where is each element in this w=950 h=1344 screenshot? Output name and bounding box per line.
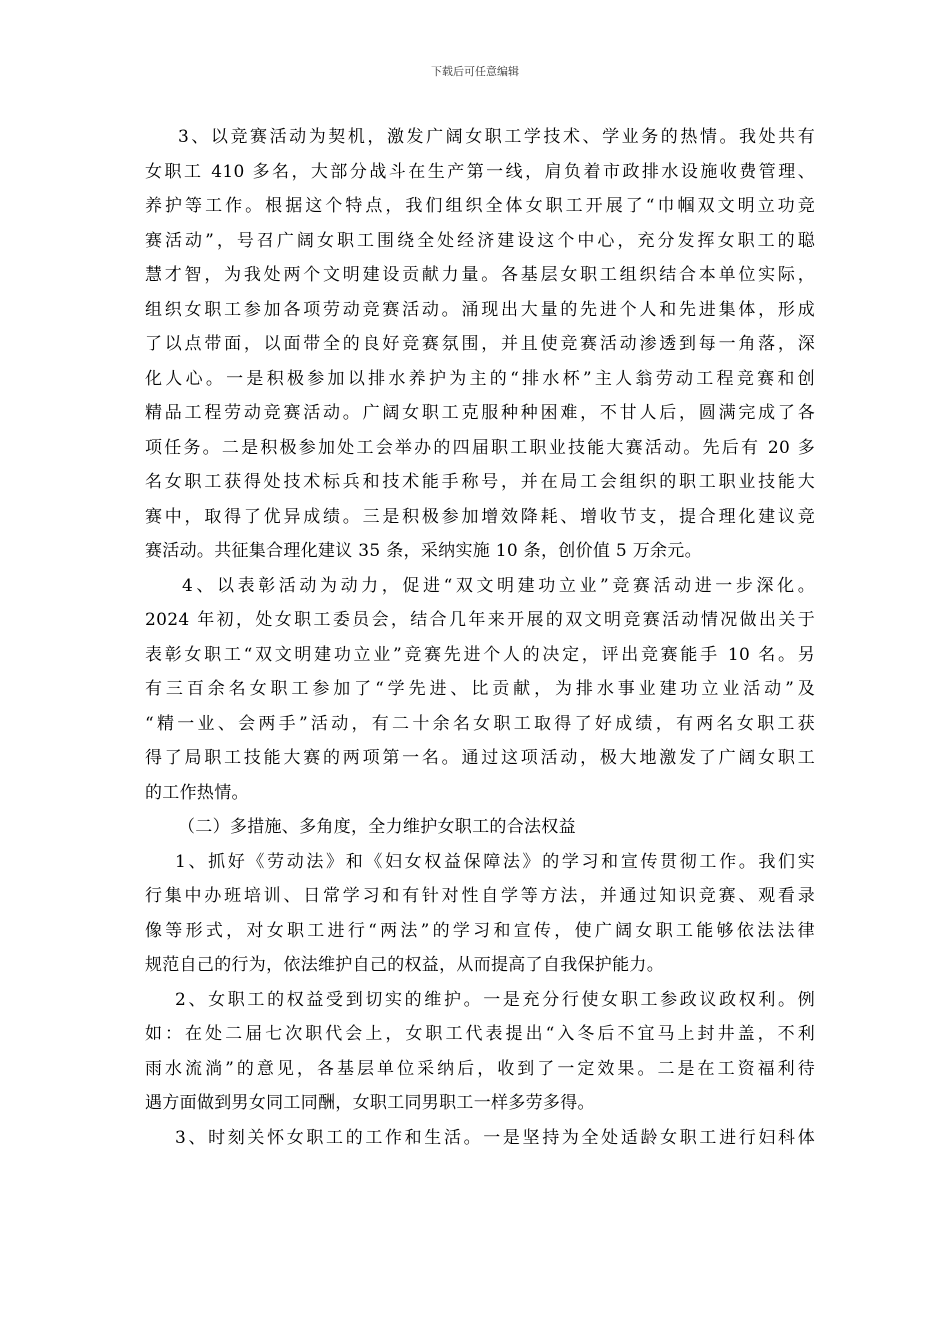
document-body <box>145 120 815 1155</box>
text-line: “精一业、会两手”活动，有二十余名女职工取得了好成绩，有两名女职工获 <box>145 713 815 734</box>
text-line: 赛活动”，号召广阔女职工围绕全处经济建设这个中心，充分发挥女职工的聪 <box>145 230 815 251</box>
text-line: 像等形式，对女职工进行“两法”的学习和宣传，使广阔女职工能够依法法律 <box>145 920 815 941</box>
text-line: 如：在处二届七次职代会上，女职工代表提出“入冬后不宜马上封井盖，不利 <box>145 1024 815 1044</box>
text-line: 表彰女职工“双文明建功立业”竞赛先进个人的决定，评出竞赛能手 10 名。另 <box>145 644 815 665</box>
text-line: 3、时刻关怀女职工的工作和生活。一是坚持为全处适龄女职工进行妇科体 <box>175 1127 815 1148</box>
text-line: 4、以表彰活动为动力，促进“双文明建功立业”竞赛活动进一步深化。 <box>182 575 815 596</box>
text-line: 项任务。二是积极参加处工会举办的四届职工职业技能大赛活动。先后有 20 多 <box>145 437 815 458</box>
page-header-note: 下载后可任意编辑 <box>431 65 519 78</box>
text-line: 规范自己的行为，依法维护自己的权益，从而提高了自我保护能力。 <box>145 955 664 975</box>
text-line: 2、女职工的权益受到切实的维护。一是充分行使女职工参政议政权利。例 <box>175 989 815 1010</box>
text-line: 有三百余名女职工参加了“学先进、比贡献，为排水事业建功立业活动”及 <box>145 679 815 699</box>
heading-line: （二）多措施、多角度，全力维护女职工的合法权益 <box>178 817 576 837</box>
paragraph-law-education <box>145 845 815 983</box>
text-line: 了以点带面，以面带全的良好竞赛氛围，并且使竞赛活动渗透到每一角落，深 <box>145 334 815 354</box>
text-line: 养护等工作。根据这个特点，我们组织全体女职工开展了“巾帼双文明立功竞 <box>145 196 815 216</box>
text-line: 的工作热情。 <box>145 782 249 803</box>
text-line: 2024 年初，处女职工委员会，结合几年来开展的双文明竞赛活动情况做出关于 <box>145 610 815 630</box>
paragraph-care <box>145 1121 815 1156</box>
paragraph-commendation <box>145 569 815 811</box>
text-line: 化人心。一是积极参加以排水养护为主的“排水杯”主人翁劳动工程竞赛和创 <box>145 368 815 389</box>
section-heading <box>145 810 815 845</box>
text-line: 精品工程劳动竞赛活动。广阔女职工克服种种困难，不甘人后，圆满完成了各 <box>145 403 815 423</box>
paragraph-rights-protection <box>145 983 815 1121</box>
text-line: 赛中，取得了优异成绩。三是积极参加增效降耗、增收节支，提合理化建议竞 <box>145 506 815 527</box>
text-line: 赛活动。共征集合理化建议 35 条，采纳实施 10 条，创价值 5 万余元。 <box>145 541 702 561</box>
text-line: 名女职工获得处技术标兵和技术能手称号，并在局工会组织的职工职业技能大 <box>145 472 815 492</box>
text-line: 行集中办班培训、日常学习和有针对性自学等方法，并通过知识竞赛、观看录 <box>145 886 815 906</box>
text-line: 雨水流淌”的意见，各基层单位采纳后，收到了一定效果。二是在工资福利待 <box>145 1058 815 1079</box>
text-line: 1、抓好《劳动法》和《妇女权益保障法》的学习和宣传贯彻工作。我们实 <box>175 851 815 872</box>
paragraph-competition <box>145 120 815 569</box>
text-line: 遇方面做到男女同工同酬，女职工同男职工一样多劳多得。 <box>145 1093 595 1113</box>
text-line: 女职工 410 多名，大部分战斗在生产第一线，肩负着市政排水设施收费管理、 <box>145 161 815 182</box>
text-line: 慧才智，为我处两个文明建设贡献力量。各基层女职工组织结合本单位实际， <box>145 265 815 285</box>
text-line: 3、以竞赛活动为契机，激发广阔女职工学技术、学业务的热情。我处共有 <box>178 127 815 147</box>
text-line: 组织女职工参加各项劳动竞赛活动。涌现出大量的先进个人和先进集体，形成 <box>145 299 815 320</box>
text-line: 得了局职工技能大赛的两项第一名。通过这项活动，极大地激发了广阔女职工 <box>145 748 815 768</box>
